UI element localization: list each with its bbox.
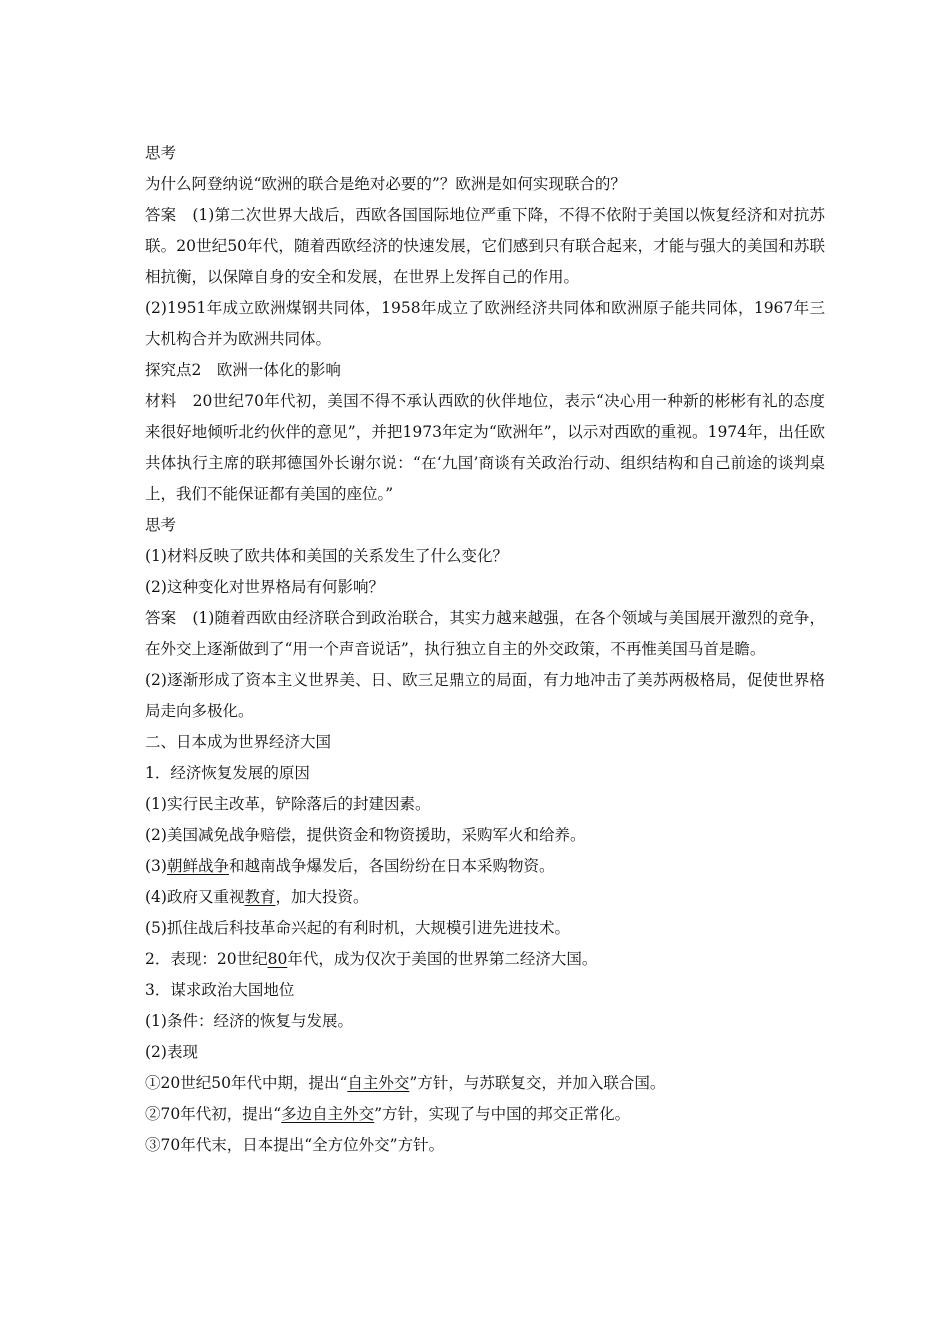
think-question-1: (1)材料反映了欧共体和美国的关系发生了什么变化？ — [145, 547, 508, 565]
material-paragraph: 材料 20世纪70年代初，美国不得不承认西欧的伙伴地位，表示“决心用一种新的彬彬有礼的态度来很好地倾听北约伙伴的意见”，并把1973年定为“欧洲年”，以示对西欧的重视。1974年，出任欧共体执行主席的联邦德国外长谢尔说：“在‘九国’商谈有关政治行动、组织结构和自己前途的谈判桌上，我们不能保证都有美国的座位。” — [145, 392, 825, 503]
answer-paragraph-4: (2)逐渐形成了资本主义世界美、日、欧三足鼎立的局面，有力地冲击了美苏两极格局，促使世界格局走向多极化。 — [145, 671, 825, 720]
list-item: (2)表现 — [145, 1043, 198, 1061]
list-item: (5)抓住战后科技革命兴起的有利时机，大规模引进先进技术。 — [145, 919, 570, 937]
list-item: (1)条件：经济的恢复与发展。 — [145, 1012, 353, 1030]
material-label: 材料 — [145, 392, 177, 410]
think-question-2: (2)这种变化对世界格局有何影响？ — [145, 578, 384, 596]
underlined-term: 教育 — [244, 888, 276, 906]
think-label: 思考 — [145, 144, 177, 162]
answer-label: 答案 — [145, 206, 177, 224]
think-question: 为什么阿登纳说“欧洲的联合是绝对必要的”？欧洲是如何实现联合的？ — [145, 175, 626, 193]
document-page — [145, 138, 825, 1161]
answer-paragraph-2: (2)1951年成立欧洲煤钢共同体，1958年成立了欧洲经济共同体和欧洲原子能共同体，1967年三大机构合并为欧洲共同体。 — [145, 299, 825, 348]
underlined-term: 自主外交 — [347, 1074, 410, 1092]
list-item: ③70年代末，日本提出“全方位外交”方针。 — [145, 1136, 445, 1154]
list-item: (2)美国减免战争赔偿，提供资金和物资援助，采购军火和给养。 — [145, 826, 586, 844]
list-item: (4)政府又重视教育，加大投资。 — [145, 888, 369, 906]
subsection-2: 2．表现：20世纪80年代，成为仅次于美国的世界第二经济大国。 — [145, 950, 598, 968]
list-item: ①20世纪50年代中期，提出“自主外交”方针，与苏联复交，并加入联合国。 — [145, 1074, 666, 1092]
answer-paragraph-3: 答案 (1)随着西欧由经济联合到政治联合，其实力越来越强，在各个领域与美国展开激烈的竞争，在外交上逐渐做到了“用一个声音说话”，执行独立自主的外交政策，不再惟美国马首是瞻。 — [145, 609, 825, 658]
subsection-3: 3．谋求政治大国地位 — [145, 981, 295, 999]
think-label-2: 思考 — [145, 516, 177, 534]
subsection-1: 1．经济恢复发展的原因 — [145, 764, 310, 782]
underlined-term: 多边自主外交 — [281, 1105, 375, 1123]
list-item: (1)实行民主改革，铲除落后的封建因素。 — [145, 795, 431, 813]
underlined-term: 朝鲜战争 — [166, 857, 229, 875]
inquiry-point-heading: 探究点2 欧洲一体化的影响 — [145, 361, 341, 379]
underlined-term: 80 — [267, 950, 288, 968]
answer-label-2: 答案 — [145, 609, 177, 627]
section-heading: 二、日本成为世界经济大国 — [145, 733, 332, 751]
list-item: ②70年代初，提出“多边自主外交”方针，实现了与中国的邦交正常化。 — [145, 1105, 631, 1123]
list-item: (3)朝鲜战争和越南战争爆发后，各国纷纷在日本采购物资。 — [145, 857, 555, 875]
answer-paragraph: 答案 (1)第二次世界大战后，西欧各国国际地位严重下降，不得不依附于美国以恢复经济和对抗苏联。20世纪50年代，随着西欧经济的快速发展，它们感到只有联合起来，才能与强大的美国和苏联相抗衡，以保障自身的安全和发展，在世界上发挥自己的作用。 — [145, 206, 825, 286]
